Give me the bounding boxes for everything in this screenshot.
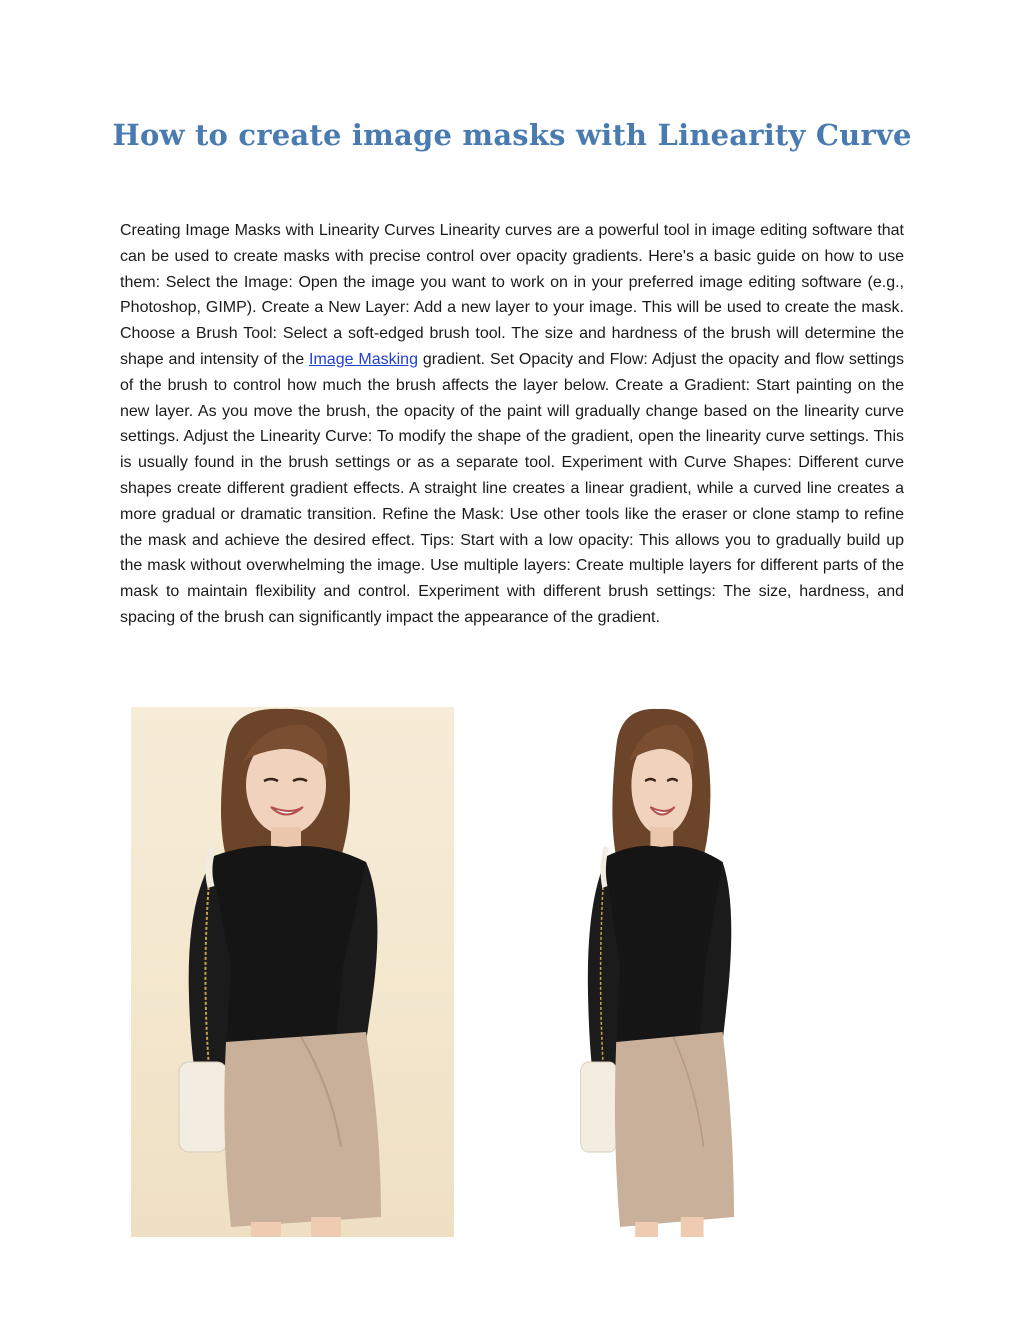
paragraph-text-before-link: Creating Image Masks with Linearity Curves Linearity curves are a powerful tool in image editing software that can be used to create masks with precise control over opacity gradients. Here's a basic guide on how to use them: Select the Image: Open the image you want to work on in your preferred image editing software (e.g., Photoshop, GIMP). Create a New Layer: Add a new layer to your image. This will be used to create the mask. Choose a Brush Tool: Select a soft-edged brush tool. The size and hardness of the brush will determine the shape and intensity of the: [120, 222, 904, 368]
document-title: How to create image masks with Linearity Curve: [112, 118, 912, 152]
original-photo: [131, 707, 454, 1237]
masked-photo: [548, 707, 784, 1237]
body-paragraph: [120, 218, 904, 631]
woman-figure-masked-illustration: [548, 707, 784, 1237]
woman-figure-illustration: [131, 707, 454, 1237]
image-masking-link[interactable]: Image Masking: [309, 350, 418, 368]
paragraph-text-after-link: gradient. Set Opacity and Flow: Adjust the opacity and flow settings of the brush to control how much the brush affects the layer below. Create a Gradient: Start painting on the new layer. As you move the brush, the opacity of the paint will gradually change based on the linearity curve settings. Adjust the Linearity Curve: To modify the shape of the gradient, open the linearity curve settings. This is usually found in the brush settings or as a separate tool. Experiment with Curve Shapes: Different curve shapes create different gradient effects. A straight line creates a linear gradient, while a curved line creates a more gradual or dramatic transition. Refine the Mask: Use other tools like the eraser or clone stamp to refine the mask and achieve the desired effect. Tips: Start with a low opacity: This allows you to gradually build up the mask without overwhelming the image. Use multiple layers: Create multiple layers for different parts of the mask to maintain flexibility and control. Experiment with different brush settings: The size, hardness, and spacing of the brush can significantly impact the appearance of the gradient.: [120, 350, 905, 626]
